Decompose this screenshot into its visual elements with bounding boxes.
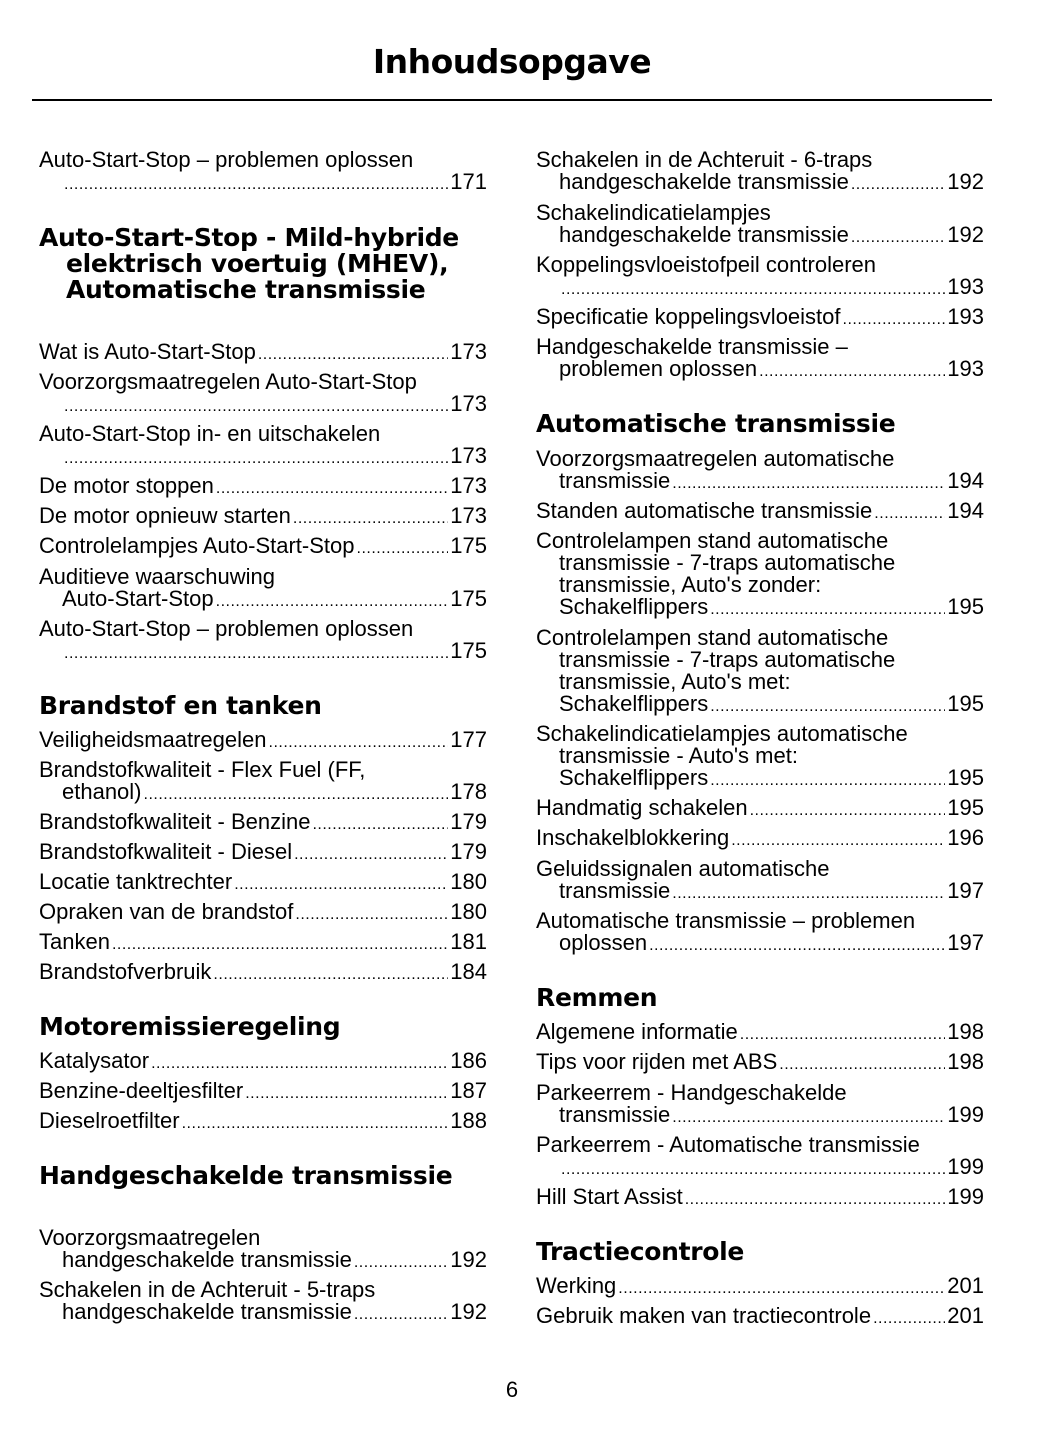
toc-entry-line: Schakelindicatielampjes: [536, 200, 771, 225]
toc-entry-link[interactable]: [536, 1186, 984, 1211]
toc-entry-text: De motor opnieuw starten: [39, 503, 291, 528]
section-heading: [39, 225, 487, 303]
toc-entry-text: Standen automatische transmissie: [536, 498, 873, 523]
toc-entry-line: Voorzorgsmaatregelen automatische: [536, 446, 895, 471]
toc-entry-link[interactable]: [39, 729, 487, 754]
toc-entry-text: handgeschakelde transmissie: [559, 222, 849, 247]
toc-entry-line: transmissie - Auto's met:: [559, 743, 798, 768]
toc-entry-link[interactable]: [39, 393, 487, 418]
toc-right-column: [536, 0, 984, 1449]
toc-page-number: 173: [450, 391, 487, 416]
section-heading: Brandstof en tanken: [39, 691, 322, 720]
section-heading: Handgeschakelde transmissie: [39, 1161, 453, 1190]
toc-entry-link[interactable]: [536, 596, 984, 621]
toc-entry-text: transmissie: [559, 1102, 671, 1127]
toc-entry-link[interactable]: [536, 470, 984, 495]
toc-entry-link[interactable]: [39, 931, 487, 956]
toc-entry-text: Schakelflippers: [559, 691, 709, 716]
toc-entry-text: Locatie tanktrechter: [39, 869, 233, 894]
toc-page-number: 195: [947, 594, 984, 619]
toc-entry-text: Gebruik maken van tractiecontrole: [536, 1303, 872, 1328]
toc-page-number: 201: [947, 1303, 984, 1328]
section-heading: Motoremissieregeling: [39, 1012, 341, 1041]
toc-entry-text: Tanken: [39, 929, 110, 954]
toc-entry-link[interactable]: [536, 693, 984, 718]
toc-page-number: 192: [450, 1247, 487, 1272]
toc-entry-link[interactable]: [39, 640, 487, 665]
toc-page-number: 181: [450, 929, 487, 954]
toc-entry-text: transmissie: [559, 468, 671, 493]
toc-page-number: 199: [947, 1154, 984, 1179]
toc-entry-line: Schakelindicatielampjes automatische: [536, 721, 908, 746]
toc-entry-link[interactable]: [536, 224, 984, 249]
toc-entry-text: Auto-Start-Stop: [62, 586, 214, 611]
toc-page-number: 199: [947, 1102, 984, 1127]
toc-entry-link[interactable]: [39, 475, 487, 500]
toc-entry-link[interactable]: [39, 1080, 487, 1105]
toc-page-number: 179: [450, 809, 487, 834]
toc-entry-text: Schakelflippers: [559, 765, 709, 790]
toc-entry-line: Parkeerrem - Handgeschakelde: [536, 1080, 847, 1105]
toc-entry-link[interactable]: [536, 880, 984, 905]
toc-entry-link[interactable]: [39, 171, 487, 196]
toc-entry-link[interactable]: [536, 797, 984, 822]
toc-entry-link[interactable]: [536, 500, 984, 525]
toc-page-number: 171: [450, 169, 487, 194]
toc-page-number: 195: [947, 795, 984, 820]
toc-entry-text: Schakelflippers: [559, 594, 709, 619]
toc-entry-line: Auto-Start-Stop – problemen oplossen: [39, 147, 414, 172]
toc-entry-link[interactable]: [39, 1249, 487, 1274]
toc-entry-line: Geluidssignalen automatische: [536, 856, 830, 881]
toc-entry-link[interactable]: [39, 1110, 487, 1135]
toc-page-number: 173: [450, 443, 487, 468]
toc-page-number: 196: [947, 825, 984, 850]
toc-entry-link[interactable]: [536, 1104, 984, 1129]
toc-entry-link[interactable]: [39, 445, 487, 470]
toc-entry-text: Brandstofkwaliteit - Benzine: [39, 809, 311, 834]
toc-entry-link[interactable]: [39, 961, 487, 986]
toc-entry-link[interactable]: [536, 358, 984, 383]
toc-entry-link[interactable]: [536, 171, 984, 196]
toc-entry-text: handgeschakelde transmissie: [62, 1299, 352, 1324]
toc-entry-line: Voorzorgsmaatregelen: [39, 1225, 261, 1250]
section-heading-line: Auto-Start-Stop - Mild-hybride: [39, 223, 459, 252]
toc-entry-line: transmissie, Auto's zonder:: [559, 572, 822, 597]
toc-entry-link[interactable]: [39, 811, 487, 836]
toc-entry-text: Werking: [536, 1273, 617, 1298]
toc-entry-text: ethanol): [62, 779, 142, 804]
toc-entry-link[interactable]: [536, 827, 984, 852]
toc-page-number: 199: [947, 1184, 984, 1209]
section-heading: Remmen: [536, 983, 658, 1012]
toc-page-number: 173: [450, 503, 487, 528]
toc-entry-text: De motor stoppen: [39, 473, 214, 498]
toc-entry-line: transmissie, Auto's met:: [559, 669, 791, 694]
toc-page-number: 180: [450, 869, 487, 894]
toc-entry-text: oplossen: [559, 930, 648, 955]
toc-entry-text: Katalysator: [39, 1048, 150, 1073]
toc-page-number: 193: [947, 356, 984, 381]
toc-entry-text: handgeschakelde transmissie: [62, 1247, 352, 1272]
toc-entry-link[interactable]: [536, 1305, 984, 1330]
toc-entry-line: Controlelampen stand automatische: [536, 625, 889, 650]
toc-page-number: 175: [450, 533, 487, 558]
toc-entry-text: Veiligheidsmaatregelen: [39, 727, 267, 752]
toc-entry-text: Tips voor rijden met ABS: [536, 1049, 778, 1074]
toc-entry-text: Hill Start Assist: [536, 1184, 683, 1209]
toc-entry-text: Wat is Auto-Start-Stop: [39, 339, 256, 364]
toc-entry-link[interactable]: [536, 1275, 984, 1300]
toc-entry-text: Dieselroetfilter: [39, 1108, 180, 1133]
toc-entry-text: problemen oplossen: [559, 356, 758, 381]
toc-page-number: 173: [450, 473, 487, 498]
toc-entry-line: Controlelampen stand automatische: [536, 528, 889, 553]
toc-entry-text: Brandstofverbruik: [39, 959, 212, 984]
toc-page-number: 187: [450, 1078, 487, 1103]
toc-entry-line: Schakelen in de Achteruit - 5-traps: [39, 1277, 376, 1302]
page-number: 6: [505, 1377, 519, 1402]
toc-entry-link[interactable]: [39, 871, 487, 896]
toc-entry-link[interactable]: [39, 1050, 487, 1075]
toc-entry-link[interactable]: [39, 535, 487, 560]
toc-entry-link[interactable]: [536, 1051, 984, 1076]
toc-entry-link[interactable]: [39, 781, 487, 806]
toc-page-number: 192: [947, 169, 984, 194]
toc-page-number: 198: [947, 1049, 984, 1074]
toc-entry-line: Schakelen in de Achteruit - 6-traps: [536, 147, 873, 172]
toc-entry-link[interactable]: [536, 1156, 984, 1181]
toc-entry-line: Auto-Start-Stop – problemen oplossen: [39, 616, 414, 641]
toc-page-number: 186: [450, 1048, 487, 1073]
toc-entry-text: Specificatie koppelingsvloeistof: [536, 304, 841, 329]
toc-entry-text: handgeschakelde transmissie: [559, 169, 849, 194]
toc-page-number: 198: [947, 1019, 984, 1044]
toc-page-number: 195: [947, 765, 984, 790]
toc-page-number: 173: [450, 339, 487, 364]
toc-page-number: 194: [947, 498, 984, 523]
toc-page-number: 178: [450, 779, 487, 804]
toc-page-number: 180: [450, 899, 487, 924]
toc-page-number: 197: [947, 930, 984, 955]
toc-entry-line: transmissie - 7-traps automatische: [559, 647, 896, 672]
toc-page-number: 184: [450, 959, 487, 984]
toc-page-number: 192: [450, 1299, 487, 1324]
toc-entry-link[interactable]: [39, 341, 487, 366]
section-heading: Automatische transmissie: [536, 409, 896, 438]
section-heading: Tractiecontrole: [536, 1237, 745, 1266]
toc-page-number: 175: [450, 638, 487, 663]
toc-entry-line: Handgeschakelde transmissie –: [536, 334, 848, 359]
toc-page-number: 188: [450, 1108, 487, 1133]
toc-entry-line: Koppelingsvloeistofpeil controleren: [536, 252, 876, 277]
toc-page-number: 195: [947, 691, 984, 716]
toc-entry-line: Parkeerrem - Automatische transmissie: [536, 1132, 920, 1157]
toc-entry-line: transmissie - 7-traps automatische: [559, 550, 896, 575]
toc-entry-line: Auto-Start-Stop in- en uitschakelen: [39, 421, 381, 446]
toc-entry-text: Controlelampjes Auto-Start-Stop: [39, 533, 355, 558]
toc-entry-link[interactable]: [536, 276, 984, 301]
toc-entry-link[interactable]: [536, 767, 984, 792]
toc-entry-link[interactable]: [39, 588, 487, 613]
toc-entry-text: Algemene informatie: [536, 1019, 738, 1044]
section-heading-line: Automatische transmissie: [66, 275, 426, 304]
toc-page-number: 194: [947, 468, 984, 493]
toc-page-number: 193: [947, 274, 984, 299]
toc-entry-text: transmissie: [559, 878, 671, 903]
toc-entry-text: Opraken van de brandstof: [39, 899, 294, 924]
toc-entry-line: Brandstofkwaliteit - Flex Fuel (FF,: [39, 757, 366, 782]
toc-entry-text: Handmatig schakelen: [536, 795, 748, 820]
toc-entry-link[interactable]: [536, 306, 984, 331]
toc-entry-link[interactable]: [39, 901, 487, 926]
toc-entry-text: Inschakelblokkering: [536, 825, 730, 850]
toc-entry-link[interactable]: [39, 505, 487, 530]
toc-entry-line: Voorzorgsmaatregelen Auto-Start-Stop: [39, 369, 417, 394]
toc-page-number: 193: [947, 304, 984, 329]
toc-entry-link[interactable]: [536, 932, 984, 957]
page-title: Inhoudsopgave: [372, 42, 652, 81]
toc-entry-link[interactable]: [39, 841, 487, 866]
toc-page-number: 192: [947, 222, 984, 247]
toc-page-number: 201: [947, 1273, 984, 1298]
toc-page-number: 177: [450, 727, 487, 752]
toc-entry-line: Automatische transmissie – problemen: [536, 908, 916, 933]
toc-entry-line: Auditieve waarschuwing: [39, 564, 276, 589]
toc-page-number: 179: [450, 839, 487, 864]
toc-entry-text: Benzine-deeltjesfilter: [39, 1078, 244, 1103]
toc-page-number: 197: [947, 878, 984, 903]
toc-left-column: [39, 0, 487, 1449]
toc-entry-link[interactable]: [536, 1021, 984, 1046]
toc-entry-text: Brandstofkwaliteit - Diesel: [39, 839, 293, 864]
toc-entry-link[interactable]: [39, 1301, 487, 1326]
toc-page-number: 175: [450, 586, 487, 611]
section-heading-line: elektrisch voertuig (MHEV),: [66, 249, 449, 278]
